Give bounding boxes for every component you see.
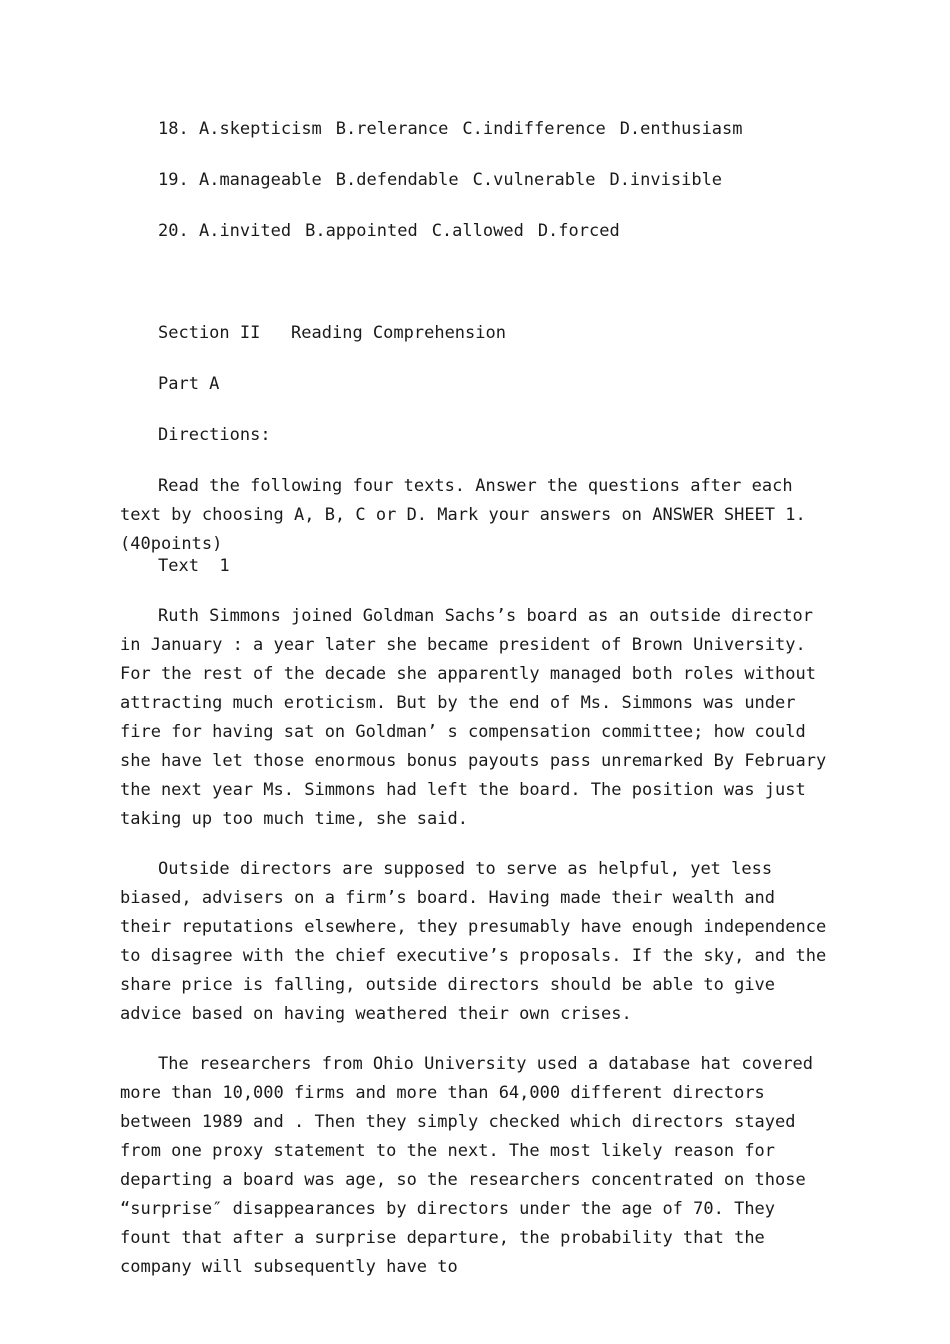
option-d: D.enthusiasm <box>619 119 743 139</box>
option-a: A.manageable <box>198 170 322 190</box>
option-b: B.defendable <box>335 170 459 190</box>
paragraph-1: Ruth Simmons joined Goldman Sachs’s board as an outside director in January : a year later she became president of Brown University. For the rest of the decade she apparently managed both roles without attracting much eroticism. But by the end of Ms. Simmons was under fire for having sat on Goldman’ s compensation committee; how could she have let those enormous bonus payouts pass unremarked By February the next year Ms. Simmons had left the board. The position was just taking up too much time, she said. <box>120 606 827 829</box>
option-d: D.invisible <box>609 170 723 190</box>
part-title: Part A <box>158 374 220 394</box>
question-18 <box>158 119 743 139</box>
text-label: Text 1 <box>158 556 230 576</box>
section-title: Section II Reading Comprehension <box>158 323 506 343</box>
option-b: B.relerance <box>335 119 449 139</box>
option-a: A.invited <box>198 221 292 241</box>
option-c: C.vulnerable <box>472 170 596 190</box>
option-c: C.indifference <box>462 119 606 139</box>
paragraph-3: The researchers from Ohio University used a database hat covered more than 10,000 firms and more than 64,000 different directors between 1989 and . Then they simply checked which directors stayed from one proxy statement to the next. The most likely reason for departing a board was age, so the researchers concentrated on those “surprise″ disappearances by directors under the age of 70. They fount that after a surprise departure, the probability that the company will subsequently have to <box>120 1054 814 1277</box>
paragraph-2: Outside directors are supposed to serve as helpful, yet less biased, advisers on a firm’s board. Having made their wealth and their reputations elsewhere, they presumably have enough independence to disagree with the chief executive’s proposals. If the sky, and the share price is falling, outside directors should be able to give advice based on having weathered their own crises. <box>120 859 827 1024</box>
option-b: B.appointed <box>305 221 418 241</box>
question-20 <box>158 221 620 241</box>
question-19 <box>158 170 722 190</box>
question-number: 19. <box>158 170 189 190</box>
question-number: 18. <box>158 119 189 139</box>
directions-text: Read the following four texts. Answer the questions after each text by choosing A, B, C or D. Mark your answers on ANSWER SHEET 1. (40points) <box>120 476 806 554</box>
option-a: A.skepticism <box>198 119 322 139</box>
option-c: C.allowed <box>431 221 524 241</box>
option-d: D.forced <box>537 221 620 241</box>
question-number: 20. <box>158 221 189 241</box>
directions-label: Directions: <box>158 425 271 445</box>
